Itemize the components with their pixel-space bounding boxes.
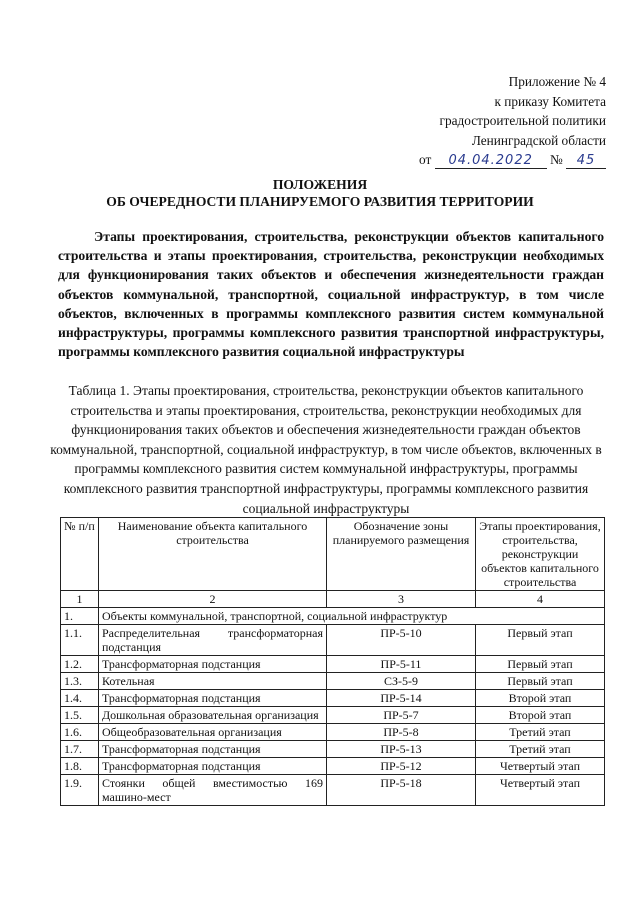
col-number: 4 <box>476 591 605 608</box>
cell-zone: ПР-5-11 <box>327 656 476 673</box>
table-caption: Таблица 1. Этапы проектирования, строительства, реконструкции объектов капитального строительства и этапы проектирования, строительства, реконструкции необходимых для функционирования таких объектов и обеспечения жизнедеятельности граждан объектов коммунальной, транспортной, социальной инфраструктур, в том числе объектов, включенных в программы комплексного развития систем коммунальной инфраструктуры, программы комплексного развития транспортной инфраструктуры, программы комплексного развития социальной инфраструктуры <box>50 383 602 516</box>
cell-zone: ПР-5-14 <box>327 690 476 707</box>
col-number: 2 <box>99 591 327 608</box>
cell-stage: Третий этап <box>476 741 605 758</box>
appendix-line: к приказу Комитета <box>494 93 606 109</box>
order-date-number-line <box>346 150 606 170</box>
title-line-2: ОБ ОЧЕРЕДНОСТИ ПЛАНИРУЕМОГО РАЗВИТИЯ ТЕРРИТОРИИ <box>106 194 534 209</box>
table-row <box>61 724 605 741</box>
table-row <box>61 741 605 758</box>
cell-zone: ПР-5-18 <box>327 775 476 806</box>
header-num: № п/п <box>61 518 99 591</box>
document-title <box>0 176 640 210</box>
header-name: Наименование объекта капитального строительства <box>99 518 327 591</box>
table-row <box>61 758 605 775</box>
col-number: 3 <box>327 591 476 608</box>
cell-num: 1.9. <box>61 775 99 806</box>
cell-zone: ПР-5-10 <box>327 625 476 656</box>
handwritten-number: 45 <box>576 153 596 169</box>
cell-num: 1.8. <box>61 758 99 775</box>
cell-zone: ПР-5-12 <box>327 758 476 775</box>
cell-zone: ПР-5-7 <box>327 707 476 724</box>
section-name: Объекты коммунальной, транспортной, социальной инфраструктур <box>99 608 605 625</box>
cell-stage: Первый этап <box>476 625 605 656</box>
table-row <box>61 775 605 806</box>
number-label: № <box>549 152 563 168</box>
table-row <box>61 673 605 690</box>
header-stage: Этапы проектирования, строительства, реконструкции объектов капитального строительства <box>476 518 605 591</box>
intro-paragraph: Этапы проектирования, строительства, реконструкции объектов капитального строительства и этапы проектирования, строительства, реконструкции необходимых для функционирования таких объектов и обеспечения жизнедеятельности граждан объектов коммунальной, транспортной, социальной инфраструктур, в том числе объектов, включенных в программы комплексного развития систем коммунальной инфраструктуры, программы комплексного развития транспортной инфраструктуры, программы комплексного развития социальной инфраструктуры <box>58 229 604 360</box>
col-number: 1 <box>61 591 99 608</box>
cell-stage: Третий этап <box>476 724 605 741</box>
cell-num: 1.5. <box>61 707 99 724</box>
cell-name: Трансформаторная подстанция <box>99 656 327 673</box>
cell-name: Дошкольная образовательная организация <box>99 707 327 724</box>
cell-num: 1.6. <box>61 724 99 741</box>
cell-num: 1.1. <box>61 625 99 656</box>
column-number-row <box>61 591 605 608</box>
section-num: 1. <box>61 608 99 625</box>
cell-zone: ПР-5-13 <box>327 741 476 758</box>
table-row <box>61 707 605 724</box>
cell-stage: Первый этап <box>476 673 605 690</box>
cell-stage: Второй этап <box>476 690 605 707</box>
cell-name: Распределительная трансформаторная подстанция <box>99 625 327 656</box>
appendix-block <box>346 72 606 170</box>
appendix-line: Приложение № 4 <box>508 74 606 89</box>
cell-name: Трансформаторная подстанция <box>99 758 327 775</box>
stages-table <box>60 517 605 806</box>
cell-stage: Второй этап <box>476 707 605 724</box>
handwritten-date: 04.04.2022 <box>448 153 533 169</box>
cell-zone: СЗ-5-9 <box>327 673 476 690</box>
cell-num: 1.2. <box>61 656 99 673</box>
table-row <box>61 690 605 707</box>
table-row <box>61 656 605 673</box>
appendix-line: градостроительной политики <box>439 113 606 129</box>
cell-num: 1.7. <box>61 741 99 758</box>
header-zone: Обозначение зоны планируемого размещения <box>327 518 476 591</box>
from-label: от <box>419 152 432 168</box>
cell-name: Котельная <box>99 673 327 690</box>
cell-stage: Четвертый этап <box>476 775 605 806</box>
cell-name: Стоянки общей вместимостью 169 машино-мест <box>99 775 327 806</box>
appendix-line: Ленинградской области <box>471 132 606 148</box>
cell-name: Общеобразовательная организация <box>99 724 327 741</box>
cell-name: Трансформаторная подстанция <box>99 741 327 758</box>
cell-stage: Четвертый этап <box>476 758 605 775</box>
table-header-row <box>61 518 605 591</box>
cell-zone: ПР-5-8 <box>327 724 476 741</box>
title-line-1: ПОЛОЖЕНИЯ <box>272 177 368 192</box>
cell-stage: Первый этап <box>476 656 605 673</box>
cell-num: 1.4. <box>61 690 99 707</box>
cell-name: Трансформаторная подстанция <box>99 690 327 707</box>
cell-num: 1.3. <box>61 673 99 690</box>
table-row <box>61 625 605 656</box>
section-row <box>61 608 605 625</box>
